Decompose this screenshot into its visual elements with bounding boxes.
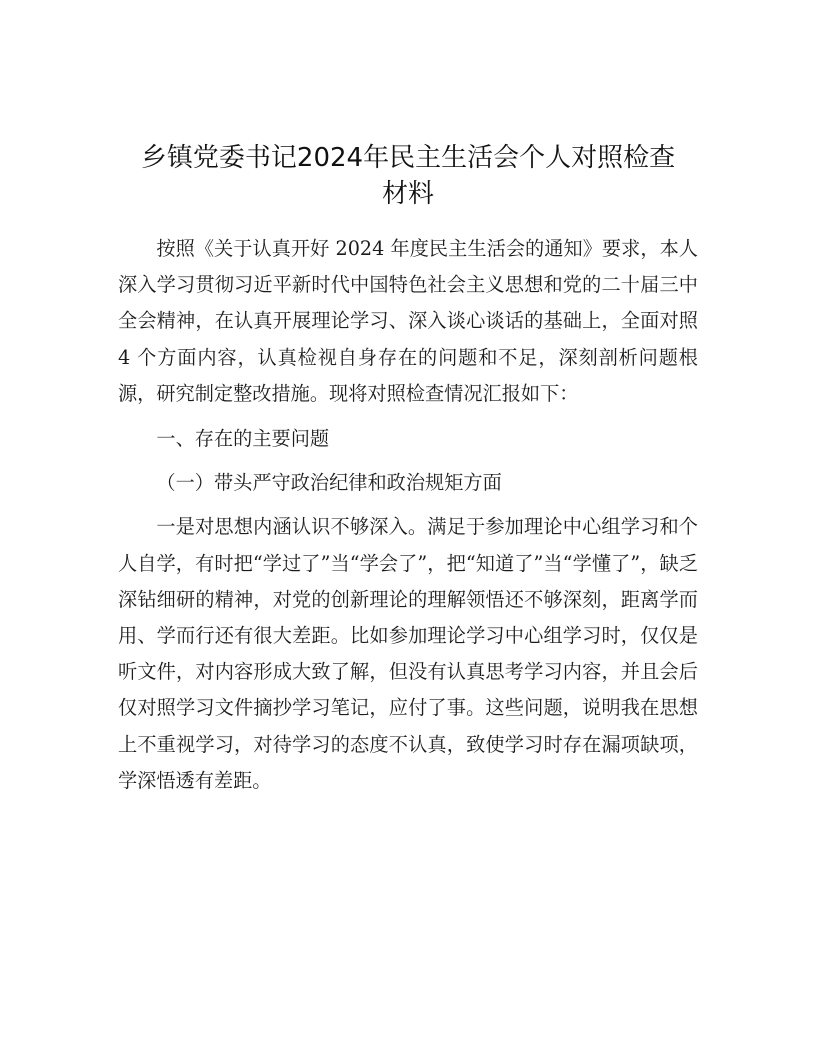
- document-title: [100, 140, 716, 212]
- title-line-2: 材料: [381, 179, 434, 209]
- title-line-1: 乡镇党委书记2024年民主生活会个人对照检查: [140, 143, 676, 173]
- document-body: [118, 231, 698, 799]
- subsection-heading-1: （一）带头严守政治纪律和政治规矩方面: [156, 471, 502, 495]
- section-heading-1: 一、存在的主要问题: [156, 427, 330, 451]
- intro-paragraph: 按照《关于认真开好 2024 年度民主生活会的通知》要求，本人深入学习贯彻习近平新时代中国特色社会主义思想和党的二十届三中全会精神，在认真开展理论学习、深入谈心谈话的基础上，全面对照 4 个方面内容，认真检视自身存在的问题和不足，深刻剖析问题根源，研究制定整改措施。现将对照检查情况汇报如下：: [118, 237, 698, 405]
- point-paragraph-1: 一是对思想内涵认识不够深入。满足于参加理论中心组学习和个人自学，有时把“学过了”当“学会了”，把“知道了”当“学懂了”，缺乏深钻细研的精神，对党的创新理论的理解领悟还不够深刻，距离学而用、学而行还有很大差距。比如参加理论学习中心组学习时，仅仅是听文件，对内容形成大致了解，但没有认真思考学习内容，并且会后仅对照学习文件摘抄学习笔记，应付了事。这些问题，说明我在思想上不重视学习，对待学习的态度不认真，致使学习时存在漏项缺项，学深悟透有差距。: [118, 515, 698, 792]
